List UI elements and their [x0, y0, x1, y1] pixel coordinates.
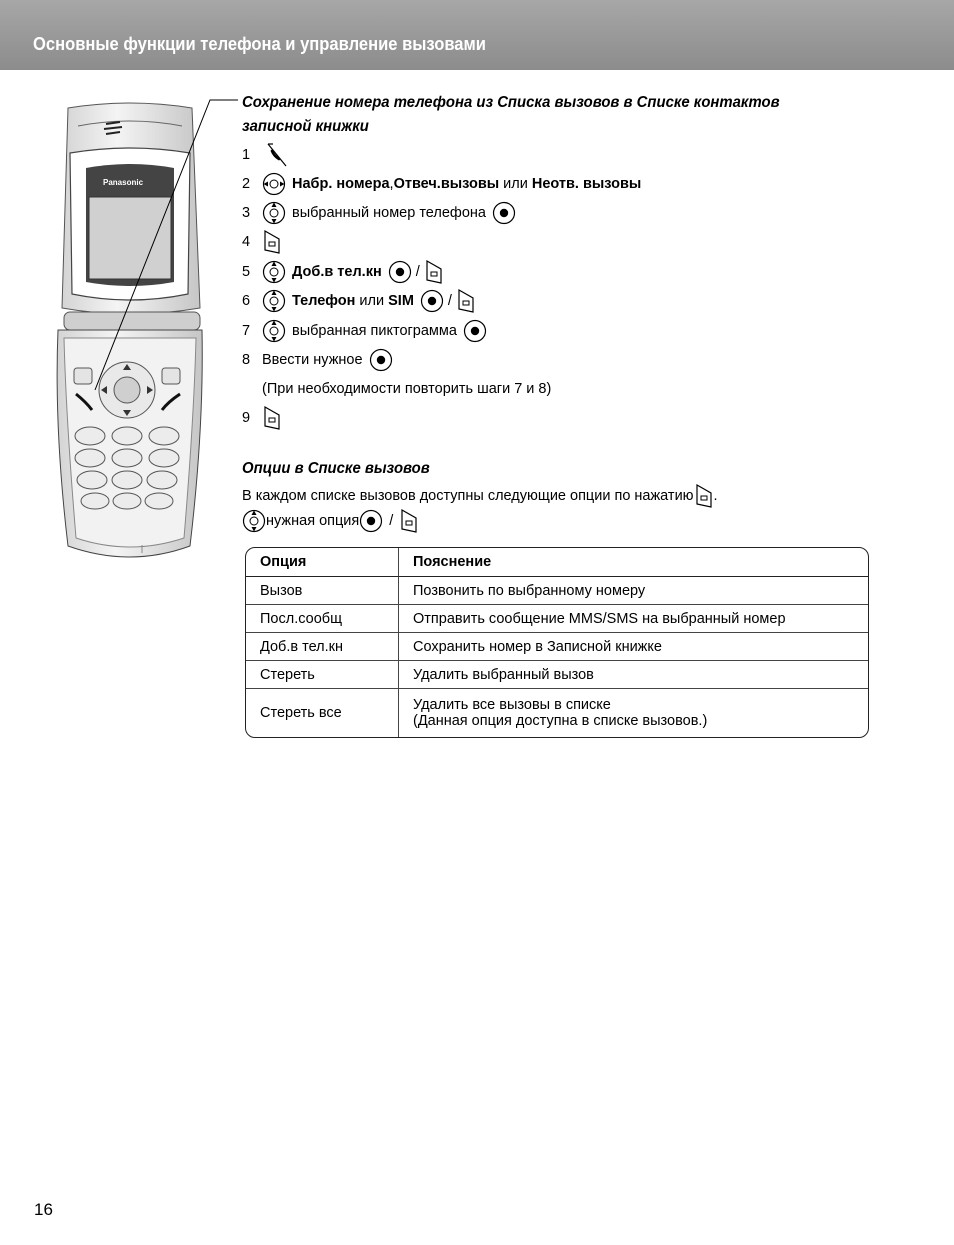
table-row — [246, 605, 868, 633]
table-row — [246, 661, 868, 689]
option-cell: Вызов — [246, 577, 399, 605]
nav-up-down-icon — [262, 289, 286, 313]
section-title-options: Опции в Списке вызовов — [242, 460, 430, 477]
options-intro: В каждом списке вызовов доступны следующие опции по нажатию . — [242, 483, 718, 509]
soft-key-icon — [262, 405, 282, 431]
soft-key-icon — [424, 259, 444, 285]
section-title-save-number: Сохранение номера телефона из Списка вызовов в Списке контактов записной книжки — [242, 94, 780, 135]
column-header-description: Пояснение — [399, 548, 868, 577]
step-8: 8 Ввести нужное — [242, 347, 393, 373]
nav-up-down-icon — [242, 509, 266, 533]
step-1: 1 — [242, 142, 292, 168]
step-3: 3 выбранный номер телефона — [242, 200, 516, 226]
nav-up-down-icon — [262, 319, 286, 343]
options-select: нужная опция / — [242, 508, 419, 534]
description-cell: Позвонить по выбранному номеру — [399, 577, 868, 605]
description-cell: Сохранить номер в Записной книжке — [399, 633, 868, 661]
nav-left-right-icon — [262, 172, 286, 196]
description-cell: Удалить выбранный вызов — [399, 661, 868, 689]
options-table — [245, 547, 869, 738]
table-row — [246, 577, 868, 605]
nav-up-down-icon — [262, 260, 286, 284]
step-note: (При необходимости повторить шаги 7 и 8) — [262, 381, 552, 397]
soft-key-icon — [262, 229, 282, 255]
center-key-icon — [492, 201, 516, 225]
center-key-icon — [388, 260, 412, 284]
step-9: 9 — [242, 405, 282, 431]
description-cell: Отправить сообщение MMS/SMS на выбранный номер — [399, 605, 868, 633]
call-key-icon — [262, 142, 292, 168]
option-cell: Доб.в тел.кн — [246, 633, 399, 661]
center-key-icon — [359, 509, 383, 533]
phone-brand: Panasonic — [103, 178, 144, 187]
step-7: 7 выбранная пиктограмма — [242, 318, 487, 344]
table-header-row — [246, 548, 868, 577]
header-bar — [0, 0, 954, 70]
column-header-option: Опция — [246, 548, 399, 577]
nav-up-down-icon — [262, 201, 286, 225]
center-key-icon — [369, 348, 393, 372]
table-row — [246, 633, 868, 661]
soft-key-icon — [399, 508, 419, 534]
step-5: 5 Доб.в тел.кн / — [242, 259, 444, 285]
option-cell: Стереть — [246, 661, 399, 689]
step-6: 6 Телефон или SIM / — [242, 288, 476, 314]
soft-key-icon — [694, 483, 714, 509]
page-number: 16 — [34, 1200, 53, 1219]
step-2: 2 Набр. номера , Отвеч.вызовы или Неотв. вызовы — [242, 171, 641, 197]
soft-key-icon — [456, 288, 476, 314]
page-title: Основные функции телефона и управление вызовами — [33, 34, 486, 54]
option-cell: Стереть все — [246, 689, 399, 737]
center-key-icon — [420, 289, 444, 313]
table-row — [246, 689, 868, 737]
center-key-icon — [463, 319, 487, 343]
option-cell: Посл.сообщ — [246, 605, 399, 633]
step-4: 4 — [242, 229, 282, 255]
description-cell: Удалить все вызовы в списке (Данная опция доступна в списке вызовов.) — [413, 697, 708, 729]
phone-illustration — [50, 98, 210, 568]
